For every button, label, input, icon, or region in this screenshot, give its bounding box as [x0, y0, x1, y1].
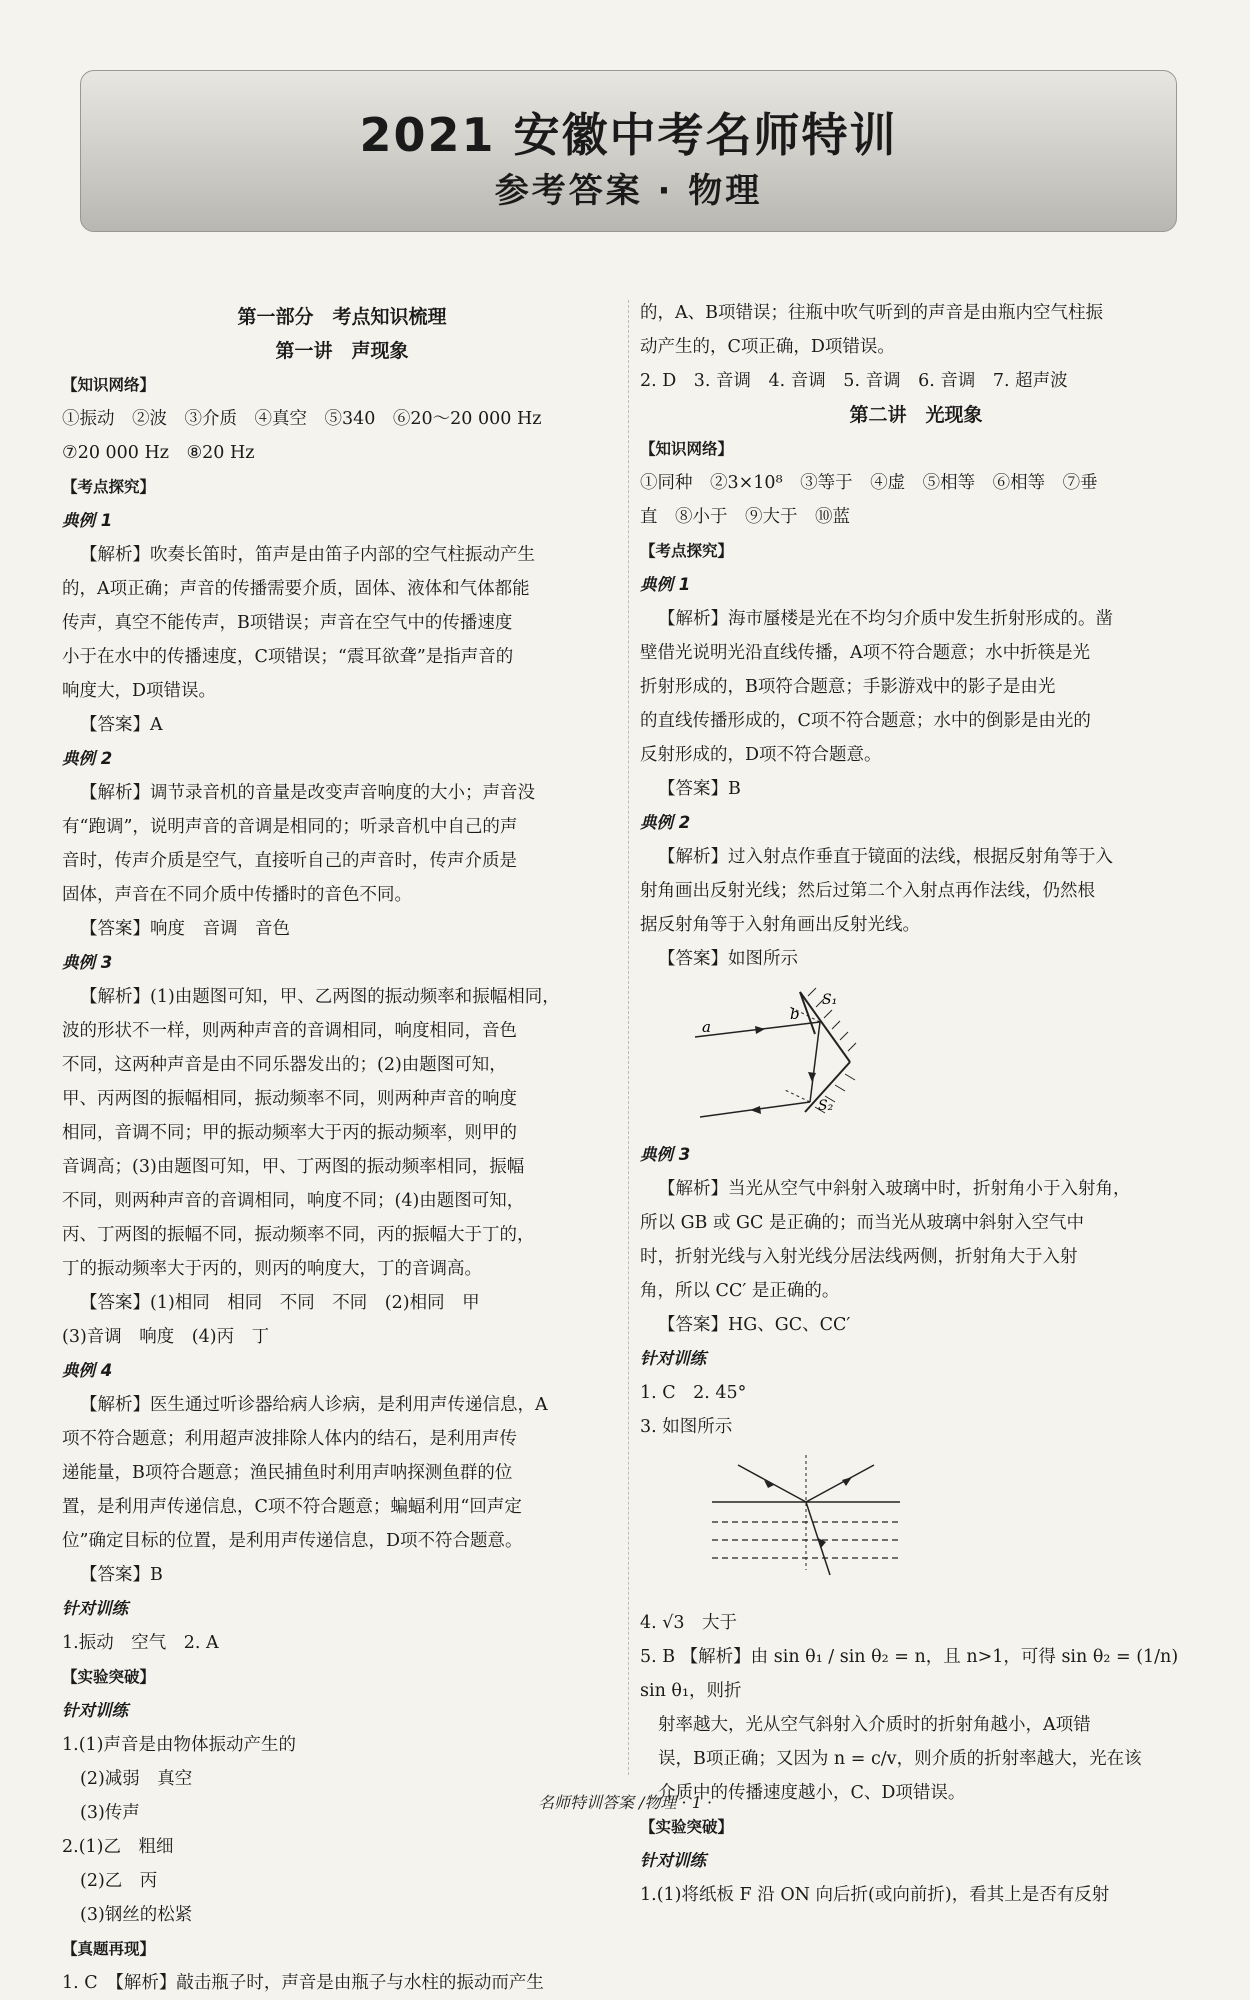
- left-line: 【解析】(1)由题图可知，甲、乙两图的振动频率和振幅相同，: [80, 987, 560, 1007]
- right_a-line: 【解析】过入射点作垂直于镜面的法线，根据反射角等于入: [658, 847, 1113, 867]
- left-line: (3)传声: [80, 1803, 140, 1823]
- reflection-diagram: [640, 982, 1192, 1132]
- right_a-line: 【解析】海市蜃楼是光在不均匀介质中发生折射形成的。凿: [658, 609, 1113, 629]
- page-title: 2021 安徽中考名师特训: [359, 108, 898, 162]
- right_a-line: 典例 1: [640, 575, 691, 594]
- left-line: 【真题再现】: [62, 1940, 156, 1958]
- right_b-line: 所以 GB 或 GC 是正确的；而当光从玻璃中斜射入空气中: [640, 1213, 1084, 1233]
- left-line: 传声，真空不能传声，B项错误；声音在空气中的传播速度: [62, 613, 513, 633]
- right_b-line: 针对训练: [640, 1349, 706, 1368]
- column-divider: [628, 300, 629, 1775]
- left-line: 1.(1)声音是由物体振动产生的: [62, 1735, 296, 1755]
- left-line: 【答案】A: [80, 715, 163, 735]
- left-line: (3)钢丝的松紧: [80, 1905, 193, 1925]
- left-line: 典例 2: [62, 749, 113, 768]
- right_a-line: 动产生的，C项正确，D项错误。: [640, 337, 895, 357]
- left-line: 递能量，B项符合题意；渔民捕鱼时利用声呐探测鱼群的位: [62, 1463, 513, 1483]
- left-line: ⑦20 000 Hz ⑧20 Hz: [62, 443, 255, 463]
- left-line: 第一讲 声现象: [275, 340, 409, 362]
- right_a-line: 据反射角等于入射角画出反射光线。: [640, 915, 920, 935]
- left-line: 1. C 【解析】敲击瓶子时，声音是由瓶子与水柱的振动而产生: [62, 1973, 544, 1993]
- left-line: 丁的振动频率大于丙的，则丙的响度大，丁的音调高。: [62, 1259, 482, 1279]
- refraction-diagram: [640, 1450, 1192, 1600]
- left-line: 2.(1)乙 粗细: [62, 1837, 174, 1857]
- left-line: 固体，声音在不同介质中传播时的音色不同。: [62, 885, 412, 905]
- right_a-line: 【答案】B: [658, 779, 741, 799]
- right_a-line: 典例 2: [640, 813, 691, 832]
- right-column: [640, 296, 1192, 1912]
- left-line: 针对训练: [62, 1701, 128, 1720]
- left-line: (3)音调 响度 (4)丙 丁: [62, 1327, 270, 1347]
- left-line: 有“跑调”，说明声音的音调是相同的；听录音机中自己的声: [62, 817, 518, 837]
- left-line: 典例 1: [62, 511, 113, 530]
- left-line: 【考点探究】: [62, 478, 156, 496]
- right_a-line: 第二讲 光现象: [849, 404, 983, 426]
- right_b-line: 1. C 2. 45°: [640, 1383, 747, 1403]
- left-line: 1.振动 空气 2. A: [62, 1633, 219, 1653]
- left-line: (2)乙 丙: [80, 1871, 158, 1891]
- left-line: 的，A项正确；声音的传播需要介质，固体、液体和气体都能: [62, 579, 530, 599]
- left-line: 音调高；(3)由题图可知，甲、丁两图的振动频率相同，振幅: [62, 1157, 525, 1177]
- right_a-line: 的直线传播形成的，C项不符合题意；水中的倒影是由光的: [640, 711, 1091, 731]
- left-line: 小于在水中的传播速度，C项错误；“震耳欲聋”是指声音的: [62, 647, 514, 667]
- right_c-line: 介质中的传播速度越小，C、D项错误。: [658, 1783, 966, 1803]
- right_c-line: 误，B项正确；又因为 n = c/v，则介质的折射率越大，光在该: [658, 1749, 1142, 1769]
- label-s2: S₂: [818, 1098, 834, 1114]
- right_a-line: 直 ⑧小于 ⑨大于 ⑩蓝: [640, 507, 850, 527]
- page-footer: 名师特训答案 /物理 · 1 ·: [537, 1793, 713, 1812]
- left-line: 响度大，D项错误。: [62, 681, 217, 701]
- left-line: 不同，则两种声音的音调相同，响度不同；(4)由题图可知，: [62, 1191, 525, 1211]
- left-line: 置，是利用声传递信息，C项不符合题意；蝙蝠利用“回声定: [62, 1497, 522, 1517]
- left-line: 音时，传声介质是空气，直接听自己的声音时，传声介质是: [62, 851, 517, 871]
- left-line: 丙、丁两图的振幅不同，振动频率不同，丙的振幅大于丁的，: [62, 1225, 535, 1245]
- right_c-line: 4. √3 大于: [640, 1613, 738, 1633]
- right_a-line: 【考点探究】: [640, 542, 734, 560]
- left-line: 项不符合题意；利用超声波排除人体内的结石，是利用声传: [62, 1429, 517, 1449]
- left-line: 典例 4: [62, 1361, 113, 1380]
- label-b: b: [790, 1005, 800, 1023]
- left-line: 典例 3: [62, 953, 113, 972]
- left-line: 【答案】(1)相同 相同 不同 不同 (2)相同 甲: [80, 1293, 480, 1313]
- right_a-line: 【答案】如图所示: [658, 949, 798, 969]
- right_b-line: 【答案】HG、GC、CC′: [658, 1315, 851, 1335]
- left-line: 甲、丙两图的振幅相同，振动频率不同，则两种声音的响度: [62, 1089, 517, 1109]
- page-subtitle: 参考答案 · 物理: [494, 171, 763, 211]
- right_a-line: 壁借光说明光沿直线传播，A项不符合题意；水中折筷是光: [640, 643, 1091, 663]
- left-line: 【答案】B: [80, 1565, 163, 1585]
- right_b-line: 【解析】当光从空气中斜射入玻璃中时，折射角小于入射角，: [658, 1179, 1131, 1199]
- right_a-line: 的，A、B项错误；往瓶中吹气听到的声音是由瓶内空气柱振: [640, 303, 1103, 323]
- left-line: 【解析】医生通过听诊器给病人诊病，是利用声传递信息，A: [80, 1395, 548, 1415]
- right_a-line: 【知识网络】: [640, 440, 734, 458]
- left-line: 【知识网络】: [62, 376, 156, 394]
- right_a-line: ①同种 ②3×10⁸ ③等于 ④虚 ⑤相等 ⑥相等 ⑦垂: [640, 473, 1098, 493]
- right_c-line: 【实验突破】: [640, 1818, 734, 1836]
- left-column: [62, 300, 622, 2000]
- right_b-line: 角，所以 CC′ 是正确的。: [640, 1281, 840, 1301]
- right_a-line: 射角画出反射光线；然后过第二个入射点再作法线，仍然根: [640, 881, 1095, 901]
- left-line: 【答案】响度 音调 音色: [80, 919, 290, 939]
- left-line: 位”确定目标的位置，是利用声传递信息，D项不符合题意。: [62, 1531, 523, 1551]
- left-line: 相同，音调不同；甲的振动频率大于丙的振动频率，则甲的: [62, 1123, 517, 1143]
- right_b-line: 时，折射光线与入射光线分居法线两侧，折射角大于入射: [640, 1247, 1078, 1267]
- left-line: 不同，这两种声音是由不同乐器发出的；(2)由题图可知，: [62, 1055, 507, 1075]
- right_a-line: 2. D 3. 音调 4. 音调 5. 音调 6. 音调 7. 超声波: [640, 371, 1068, 391]
- right_b-line: 典例 3: [640, 1145, 691, 1164]
- right_c-line: 5. B 【解析】由 sin θ₁ / sin θ₂ = n，且 n>1，可得 sin θ₂ = (1/n) sin θ₁，则折: [640, 1647, 1179, 1701]
- left-line: ①振动 ②波 ③介质 ④真空 ⑤340 ⑥20～20 000 Hz: [62, 409, 542, 429]
- title-banner: [80, 70, 1177, 232]
- right_c-line: 1.(1)将纸板 F 沿 ON 向后折(或向前折)，看其上是否有反射: [640, 1885, 1110, 1905]
- right_b-line: 3. 如图所示: [640, 1417, 733, 1437]
- right_c-line: 射率越大，光从空气斜射入介质时的折射角越小，A项错: [658, 1715, 1091, 1735]
- right_a-line: 折射形成的，B项符合题意；手影游戏中的影子是由光: [640, 677, 1056, 697]
- right_c-line: 针对训练: [640, 1851, 706, 1870]
- left-line: 【实验突破】: [62, 1668, 156, 1686]
- left-line: 【解析】吹奏长笛时，笛声是由笛子内部的空气柱振动产生: [80, 545, 535, 565]
- label-a: a: [702, 1018, 711, 1036]
- left-line: 波的形状不一样，则两种声音的音调相同，响度相同，音色: [62, 1021, 517, 1041]
- right_a-line: 反射形成的，D项不符合题意。: [640, 745, 882, 765]
- left-line: 【解析】调节录音机的音量是改变声音响度的大小；声音没: [80, 783, 535, 803]
- left-line: 针对训练: [62, 1599, 128, 1618]
- left-line: 第一部分 考点知识梳理: [237, 306, 447, 328]
- left-line: (2)减弱 真空: [80, 1769, 193, 1789]
- label-s1: S₁: [822, 992, 838, 1008]
